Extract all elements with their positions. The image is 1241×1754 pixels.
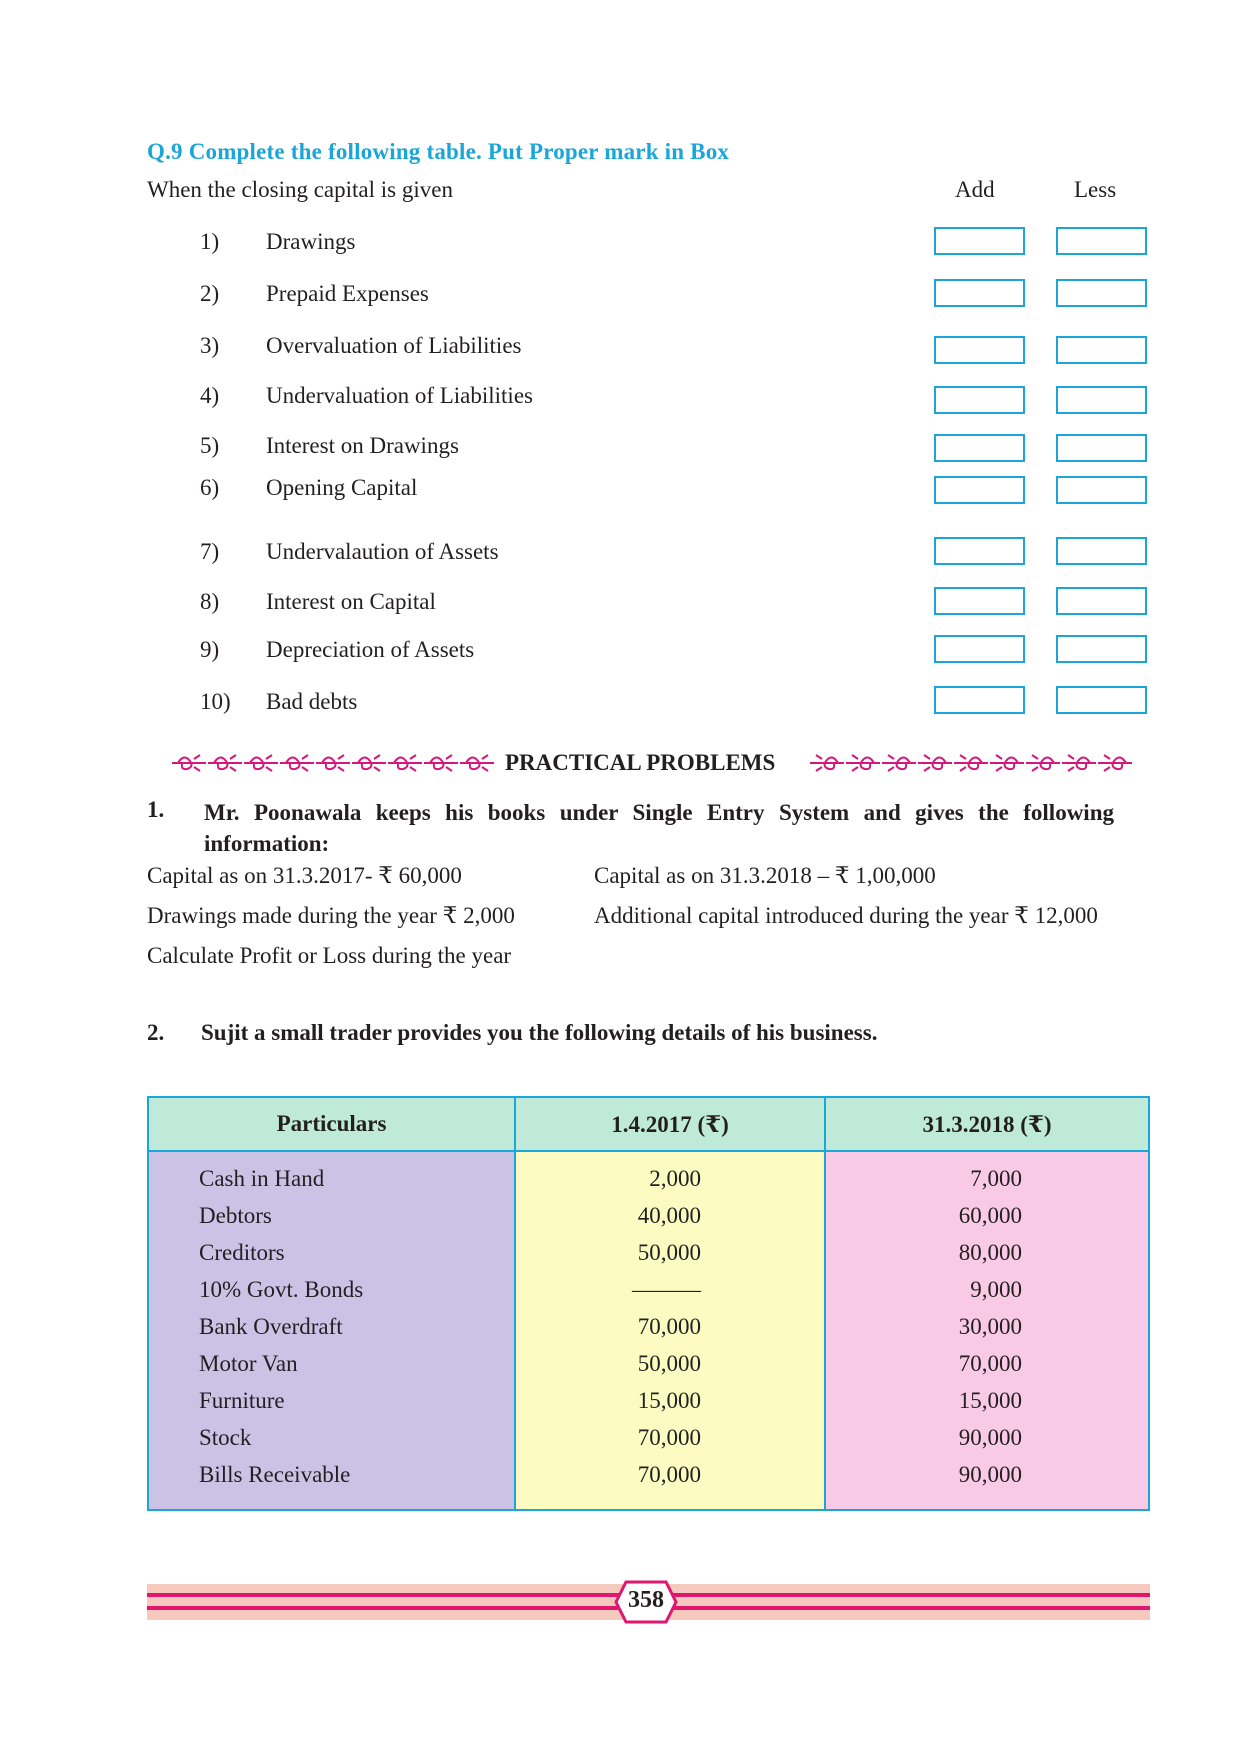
swirl-ornament [954, 755, 988, 771]
cell-closing: 80,000 [825, 1234, 1149, 1271]
item-label: Undervaluation of Liabilities [266, 383, 533, 408]
swirl-ornament [990, 755, 1024, 771]
swirl-ornament [1098, 755, 1132, 771]
item-label: Opening Capital [266, 475, 418, 500]
swirl-ornament [1026, 755, 1060, 771]
swirl-ornament [1062, 755, 1096, 771]
item-number: 6) [200, 475, 220, 500]
table-row [148, 1234, 1149, 1271]
question-subtitle: When the closing capital is given [147, 177, 453, 202]
item-label: Bad debts [266, 689, 358, 714]
cell-particular: Bank Overdraft [148, 1308, 515, 1345]
item-label: Interest on Drawings [266, 433, 459, 458]
item-number: 1) [200, 229, 220, 254]
add-checkbox[interactable] [934, 386, 1025, 414]
cell-closing: 90,000 [825, 1456, 1149, 1510]
cell-particular: Stock [148, 1419, 515, 1456]
item-label: Overvaluation of Liabilities [266, 333, 522, 358]
table-body [148, 1151, 1149, 1510]
cell-closing: 7,000 [825, 1151, 1149, 1197]
question-title: Q.9 Complete the following table. Put Proper mark in Box [147, 139, 730, 164]
cell-closing: 9,000 [825, 1271, 1149, 1308]
problem-1-number: 1. [147, 797, 165, 822]
item-number: 10) [200, 689, 231, 714]
cell-opening: 70,000 [515, 1308, 825, 1345]
less-checkbox[interactable] [1056, 537, 1147, 565]
item-label: Depreciation of Assets [266, 637, 475, 662]
item-number: 5) [200, 433, 220, 458]
cell-opening: 2,000 [515, 1151, 825, 1197]
swirl-ornament [424, 755, 458, 771]
cell-opening: 70,000 [515, 1419, 825, 1456]
table-row [148, 1151, 1149, 1197]
item-number: 9) [200, 637, 220, 662]
swirl-ornament [280, 755, 314, 771]
header-opening: 1.4.2017 (₹) [515, 1097, 825, 1151]
cell-particular: 10% Govt. Bonds [148, 1271, 515, 1308]
cell-particular: Creditors [148, 1234, 515, 1271]
swirl-ornament [172, 755, 206, 771]
item-number: 8) [200, 589, 220, 614]
swirl-ornament [244, 755, 278, 771]
item-number: 7) [200, 539, 220, 564]
add-checkbox[interactable] [934, 336, 1025, 364]
cell-opening: 15,000 [515, 1382, 825, 1419]
swirl-ornament [918, 755, 952, 771]
less-checkbox[interactable] [1056, 476, 1147, 504]
ornament-right [810, 755, 1132, 771]
cell-particular: Debtors [148, 1197, 515, 1234]
table-row [148, 1345, 1149, 1382]
drawings-info: Drawings made during the year ₹ 2,000 [147, 903, 515, 928]
capital-opening: Capital as on 31.3.2017- ₹ 60,000 [147, 863, 462, 888]
page-number: 358 [628, 1587, 664, 1613]
table-row [148, 1419, 1149, 1456]
add-checkbox[interactable] [934, 279, 1025, 307]
table-row [148, 1308, 1149, 1345]
ornament-left [172, 755, 494, 771]
swirl-ornament [460, 755, 494, 771]
swirl-ornament [882, 755, 916, 771]
less-checkbox[interactable] [1056, 336, 1147, 364]
item-label: Prepaid Expenses [266, 281, 429, 306]
less-checkbox[interactable] [1056, 635, 1147, 663]
less-column-label: Less [1074, 177, 1117, 202]
swirl-ornament [208, 755, 242, 771]
section-heading: PRACTICAL PROBLEMS [505, 750, 776, 775]
table-row [148, 1456, 1149, 1510]
item-number: 2) [200, 281, 220, 306]
swirl-ornament [352, 755, 386, 771]
add-checkbox[interactable] [934, 587, 1025, 615]
table-row [148, 1197, 1149, 1234]
add-checkbox[interactable] [934, 227, 1025, 255]
cell-closing: 15,000 [825, 1382, 1149, 1419]
item-label: Undervalaution of Assets [266, 539, 499, 564]
less-checkbox[interactable] [1056, 227, 1147, 255]
header-particulars: Particulars [148, 1097, 515, 1151]
cell-particular: Cash in Hand [148, 1151, 515, 1197]
capital-closing: Capital as on 31.3.2018 – ₹ 1,00,000 [594, 863, 936, 888]
problem-2-text: Sujit a small trader provides you the following details of his business. [201, 1020, 878, 1045]
add-checkbox[interactable] [934, 635, 1025, 663]
item-label: Interest on Capital [266, 589, 436, 614]
cell-opening: 50,000 [515, 1234, 825, 1271]
cell-particular: Motor Van [148, 1345, 515, 1382]
swirl-ornament [846, 755, 880, 771]
cell-closing: 90,000 [825, 1419, 1149, 1456]
cell-particular: Bills Receivable [148, 1456, 515, 1510]
problem-2-number: 2. [147, 1020, 165, 1045]
cell-opening: ——— [515, 1271, 825, 1308]
item-number: 3) [200, 333, 220, 358]
add-column-label: Add [955, 177, 995, 202]
swirl-ornament [388, 755, 422, 771]
less-checkbox[interactable] [1056, 587, 1147, 615]
cell-opening: 40,000 [515, 1197, 825, 1234]
table-row [148, 1271, 1149, 1308]
cell-particular: Furniture [148, 1382, 515, 1419]
less-checkbox[interactable] [1056, 386, 1147, 414]
table-row [148, 1382, 1149, 1419]
less-checkbox[interactable] [1056, 434, 1147, 462]
cell-closing: 70,000 [825, 1345, 1149, 1382]
add-checkbox[interactable] [934, 686, 1025, 714]
cell-opening: 50,000 [515, 1345, 825, 1382]
item-label: Drawings [266, 229, 356, 254]
cell-closing: 60,000 [825, 1197, 1149, 1234]
less-checkbox[interactable] [1056, 279, 1147, 307]
cell-closing: 30,000 [825, 1308, 1149, 1345]
swirl-ornament [810, 755, 844, 771]
add-checkbox[interactable] [934, 476, 1025, 504]
less-checkbox[interactable] [1056, 686, 1147, 714]
additional-capital-info: Additional capital introduced during the year ₹ 12,000 [594, 903, 1098, 928]
problem-1-text: Mr. Poonawala keeps his books under Single Entry System and gives the following information: [204, 800, 1114, 856]
cell-opening: 70,000 [515, 1456, 825, 1510]
add-checkbox[interactable] [934, 537, 1025, 565]
item-number: 4) [200, 383, 220, 408]
header-closing: 31.3.2018 (₹) [825, 1097, 1149, 1151]
swirl-ornament [316, 755, 350, 771]
problem-1-question: Calculate Profit or Loss during the year [147, 943, 512, 968]
balances-table [147, 1096, 1150, 1511]
add-checkbox[interactable] [934, 434, 1025, 462]
